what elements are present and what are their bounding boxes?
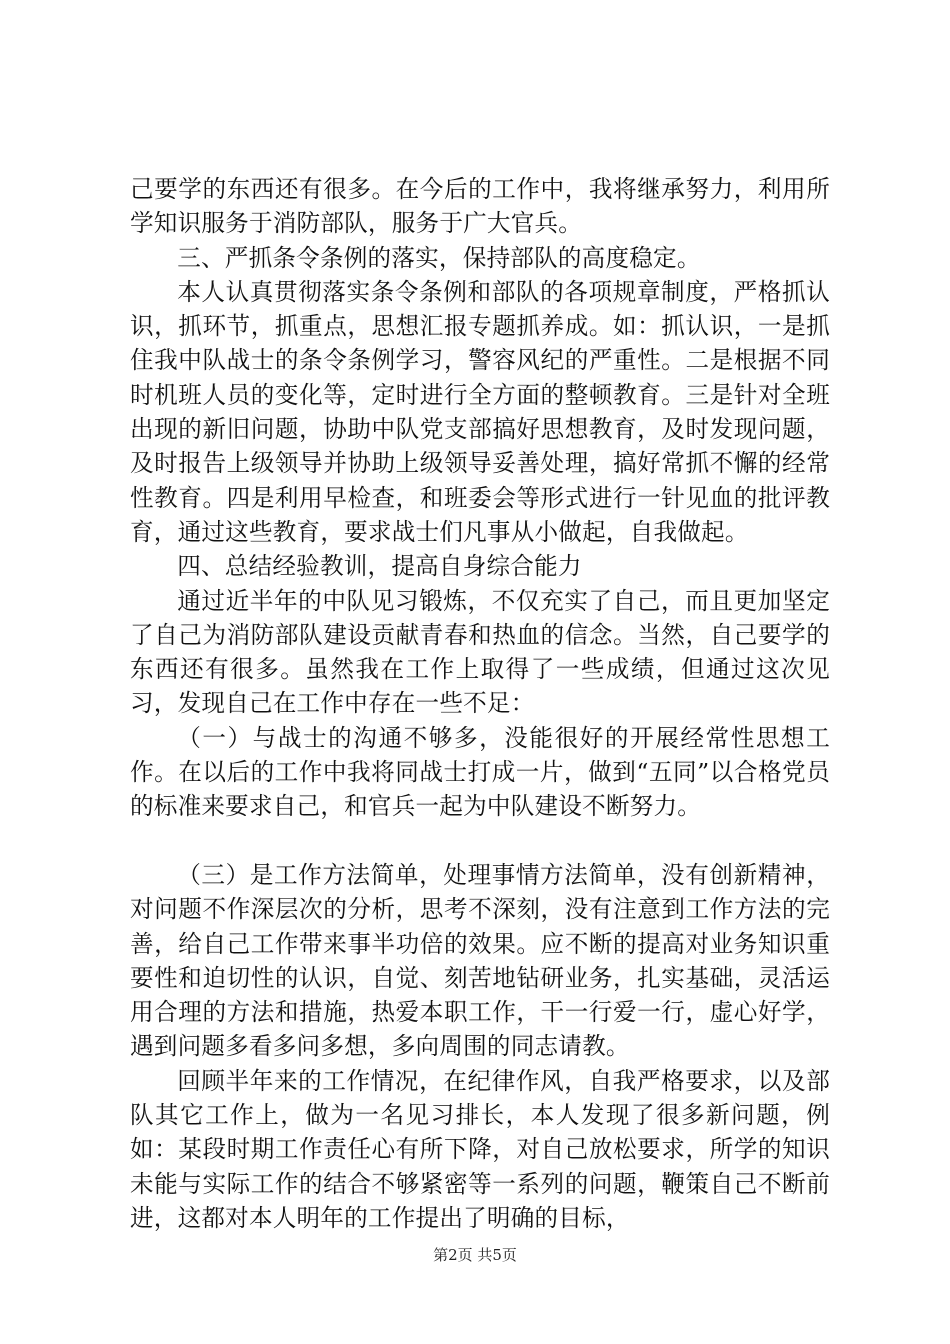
section-heading-4: 四、总结经验教训，提高自身综合能力 bbox=[177, 552, 582, 581]
page-footer: 第2页 共5页 bbox=[433, 1246, 517, 1264]
paragraph-5: 通过近半年的中队见习锻炼，不仅充实了自己，而且更加坚定了自己为消防部队建设贡献青春和热血的信念。当然，自己要学的东西还有很多。虽然我在工作上取得了一些成绩，但通过这次见习，发现自己在工作中存在一些不足： bbox=[130, 586, 830, 718]
document-body bbox=[130, 172, 830, 1235]
section-heading-3: 三、严抓条令条例的落实，保持部队的高度稳定。 bbox=[177, 243, 701, 272]
paragraph-1: 己要学的东西还有很多。在今后的工作中，我将继承努力，利用所学知识服务于消防部队，服务于广大官兵。 bbox=[130, 175, 830, 238]
blank-line bbox=[130, 824, 830, 858]
paragraph-item-1: （一）与战士的沟通不够多，没能很好的开展经常性思想工作。在以后的工作中我将同战士打成一片，做到“五同”以合格党员的标准来要求自己，和官兵一起为中队建设不断努力。 bbox=[130, 723, 830, 821]
paragraph-item-3: （三）是工作方法简单，处理事情方法简单，没有创新精神，对问题不作深层次的分析，思考不深刻，没有注意到工作方法的完善，给自己工作带来事半功倍的效果。应不断的提高对业务知识重要性和迫切性的认识，自觉、刻苦地钻研业务，扎实基础，灵活运用合理的方法和措施，热爱本职工作，干一行爱一行，虚心好学，遇到问题多看多问多想，多向周围的同志请教。 bbox=[130, 860, 830, 1061]
paragraph-summary: 回顾半年来的工作情况，在纪律作风，自我严格要求，以及部队其它工作上，做为一名见习排长，本人发现了很多新问题，例如：某段时期工作责任心有所下降，对自己放松要求，所学的知识未能与实际工作的结合不够紧密等一系列的问题，鞭策自己不断前进，这都对本人明年的工作提出了明确的目标， bbox=[130, 1066, 830, 1232]
paragraph-3: 本人认真贯彻落实条令条例和部队的各项规章制度，严格抓认识，抓环节，抓重点，思想汇报专题抓养成。如：抓认识，一是抓住我中队战士的条令条例学习，警容风纪的严重性。二是根据不同时机班人员的变化等，定时进行全方面的整顿教育。三是针对全班出现的新旧问题，协助中队党支部搞好思想教育，及时发现问题，及时报告上级领导并协助上级领导妥善处理，搞好常抓不懈的经常性教育。四是利用早检查，和班委会等形式进行一针见血的批评教育，通过这些教育，要求战士们凡事从小做起，自我做起。 bbox=[130, 277, 830, 546]
